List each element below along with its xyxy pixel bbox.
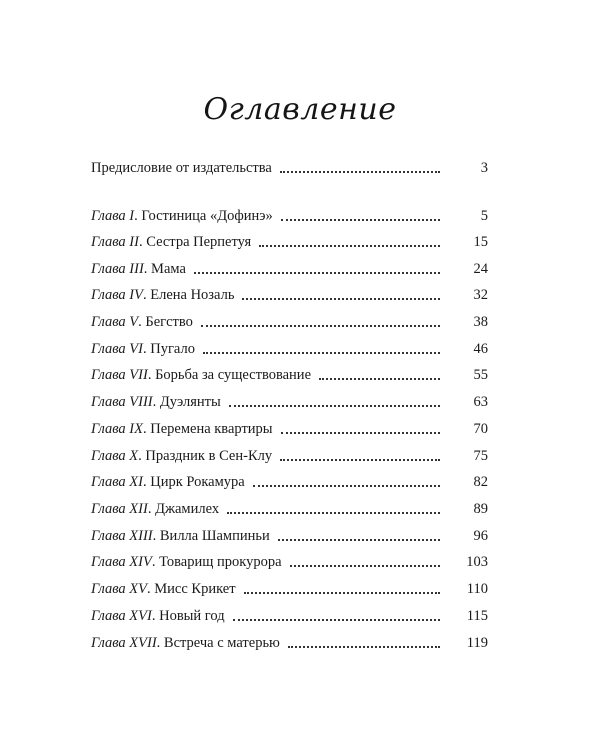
toc-entry-page-number: 24 — [473, 261, 488, 277]
page-title: Оглавление — [203, 92, 397, 127]
toc-entry-page-number: 5 — [480, 208, 488, 224]
toc-entry-chapter-4 — [91, 284, 488, 306]
toc-entry-chapter-14 — [91, 551, 488, 573]
toc-entry-chapter-16 — [91, 605, 488, 627]
toc-entry-chapter-11 — [91, 471, 488, 493]
leader-dots — [281, 219, 440, 221]
toc-entry-page-number: 115 — [466, 608, 488, 624]
toc-entry-page-number: 110 — [466, 581, 488, 597]
leader-dots — [280, 171, 440, 173]
toc-entry-chapter-3 — [91, 258, 488, 280]
leader-dots — [281, 432, 440, 434]
chapter-prefix: Глава I — [91, 208, 135, 224]
chapter-title: Встреча с матерью — [163, 635, 280, 651]
toc-entry-chapter-15 — [91, 578, 488, 600]
leader-dots — [278, 539, 440, 541]
chapter-prefix: Глава VIII — [91, 394, 153, 410]
chapter-prefix: Глава V — [91, 314, 139, 330]
chapter-prefix: Глава XVII — [91, 635, 157, 651]
leader-dots — [290, 565, 440, 567]
toc-entry-label: Глава I. Гостиница «Дофинэ» — [91, 208, 273, 224]
toc-entry-label: Глава XVI. Новый год — [91, 608, 225, 624]
chapter-prefix: Глава XI — [91, 474, 143, 490]
toc-entry-label: Глава VII. Борьба за существование — [91, 367, 312, 383]
chapter-prefix: Глава XII — [91, 501, 148, 517]
chapter-title: Сестра Перпетуя — [146, 234, 252, 250]
chapter-title: Гостиница «Дофинэ» — [141, 208, 273, 224]
toc-entry-page-number: 46 — [473, 341, 488, 357]
toc-entry-page-number: 70 — [473, 421, 488, 437]
chapter-prefix: Глава III — [91, 261, 144, 277]
chapter-title: Перемена квартиры — [150, 421, 273, 437]
leader-dots — [288, 646, 440, 648]
chapter-title: Джамилех — [155, 501, 220, 517]
chapter-prefix: Глава VII — [91, 367, 148, 383]
toc-entry-label: Глава VIII. Дуэлянты — [91, 394, 221, 410]
leader-dots — [259, 245, 440, 247]
toc-entry-page-number: 15 — [473, 234, 488, 250]
toc-entry-chapter-10 — [91, 445, 488, 467]
toc-entry-page-number: 38 — [473, 314, 488, 330]
toc-entry-label: Предисловие от издательства — [91, 160, 272, 176]
leader-dots — [194, 272, 440, 274]
chapter-prefix: Глава VI — [91, 341, 143, 357]
toc-entry-page-number: 103 — [466, 554, 488, 570]
leader-dots — [253, 485, 440, 487]
toc-entry-page-number: 32 — [473, 287, 488, 303]
toc-entry-page-number: 119 — [466, 635, 488, 651]
toc-entry-chapter-6 — [91, 338, 488, 360]
chapter-prefix: Глава XVI — [91, 608, 152, 624]
chapter-title: Пугало — [150, 341, 195, 357]
toc-entry-label: Глава XVII. Встреча с матерью — [91, 635, 280, 651]
toc-entry-chapter-2 — [91, 231, 488, 253]
toc-entry-label: Глава VI. Пугало — [91, 341, 195, 357]
leader-dots — [233, 619, 440, 621]
leader-dots — [280, 459, 440, 461]
toc-entry-chapter-9 — [91, 418, 488, 440]
chapter-prefix: Глава X — [91, 448, 139, 464]
toc-entry-chapter-12 — [91, 498, 488, 520]
chapter-title: Борьба за существование — [155, 367, 312, 383]
chapter-title: Мама — [151, 261, 186, 277]
chapter-prefix: Глава XV — [91, 581, 148, 597]
leader-dots — [319, 378, 440, 380]
toc-entry-label: Глава V. Бегство — [91, 314, 193, 330]
chapter-title: Мисс Крикет — [154, 581, 236, 597]
leader-dots — [229, 405, 440, 407]
chapter-title: Елена Нозаль — [150, 287, 235, 303]
leader-dots — [201, 325, 440, 327]
toc-entry-label: Глава XV. Мисс Крикет — [91, 581, 236, 597]
toc-entry-label: Глава XIII. Вилла Шампиньи — [91, 528, 270, 544]
toc-entry-chapter-1 — [91, 205, 488, 227]
toc-entry-label: Глава IV. Елена Нозаль — [91, 287, 235, 303]
chapter-title: Бегство — [145, 314, 193, 330]
toc-entry-label: Глава X. Праздник в Сен-Клу — [91, 448, 273, 464]
toc-entry-page-number: 75 — [473, 448, 488, 464]
chapter-prefix: Глава IV — [91, 287, 143, 303]
toc-entry-label: Глава XI. Цирк Рокамура — [91, 474, 245, 490]
toc-entry-chapter-17 — [91, 632, 488, 654]
chapter-title: Новый год — [159, 608, 225, 624]
chapter-prefix: Глава XIII — [91, 528, 153, 544]
chapter-title: Товарищ прокурора — [159, 554, 282, 570]
toc-entry-chapter-8 — [91, 391, 488, 413]
toc-entry-page-number: 55 — [473, 367, 488, 383]
toc-entry-chapter-13 — [91, 525, 488, 547]
toc-entry-label: Глава IX. Перемена квартиры — [91, 421, 273, 437]
chapter-prefix: Глава IX — [91, 421, 143, 437]
toc-entry-page-number: 82 — [473, 474, 488, 490]
toc-entry-label: Глава XIV. Товарищ прокурора — [91, 554, 282, 570]
chapter-title: Дуэлянты — [159, 394, 221, 410]
toc-entry-label: Глава XII. Джамилех — [91, 501, 220, 517]
toc-entry-page-number: 89 — [473, 501, 488, 517]
leader-dots — [242, 298, 440, 300]
toc-entry-label: Глава II. Сестра Перпетуя — [91, 234, 252, 250]
chapter-title: Праздник в Сен-Клу — [145, 448, 273, 464]
toc-entry-page-number: 3 — [480, 160, 488, 176]
chapter-title: Цирк Рокамура — [150, 474, 245, 490]
toc-entry-chapter-5 — [91, 311, 488, 333]
toc-entry-label: Глава III. Мама — [91, 261, 186, 277]
chapter-prefix: Глава XIV — [91, 554, 152, 570]
toc-entry-page-number: 96 — [473, 528, 488, 544]
toc-entry-chapter-7 — [91, 364, 488, 386]
leader-dots — [227, 512, 440, 514]
table-of-contents — [91, 0, 488, 750]
chapter-title: Вилла Шампиньи — [159, 528, 270, 544]
toc-entry-page-number: 63 — [473, 394, 488, 410]
leader-dots — [244, 592, 440, 594]
leader-dots — [203, 352, 440, 354]
toc-entry-preface — [91, 157, 488, 179]
chapter-prefix: Глава II — [91, 234, 139, 250]
